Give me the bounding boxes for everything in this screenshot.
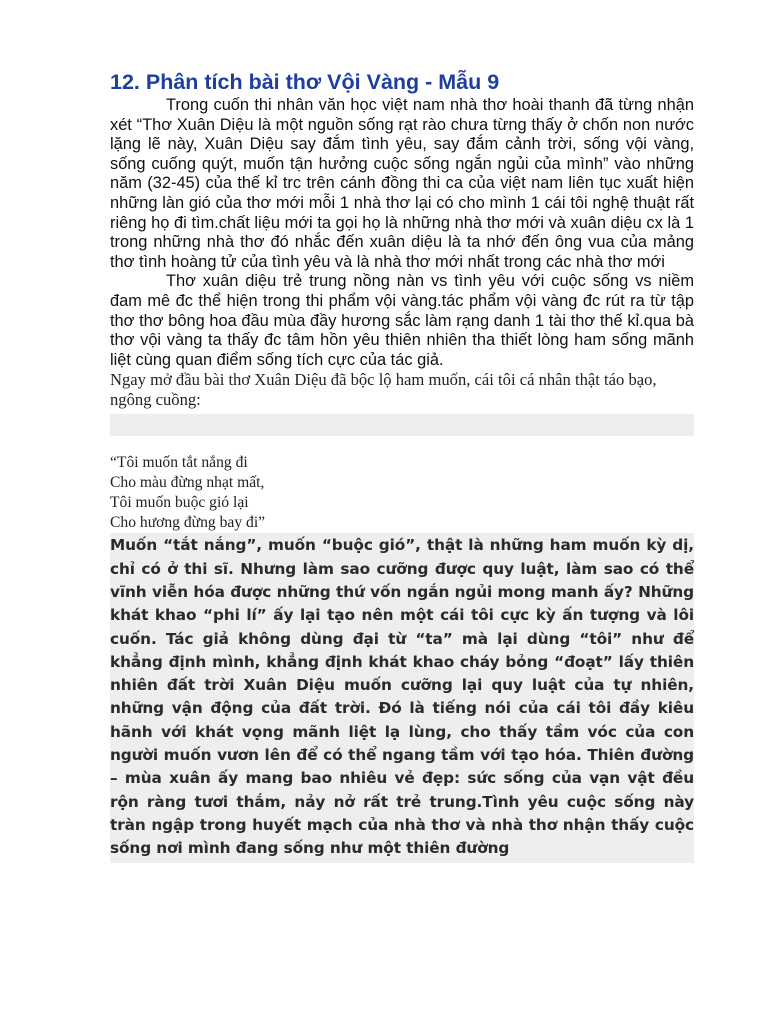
paragraph-theme: Thơ xuân diệu trẻ trung nồng nàn vs tình yêu với cuộc sống vs niềm đam mê đc thể hiện trong thi phẩm vội vàng.tác phẩm vội vàng đc rút ra từ tập thơ thơ bông hoa đầu mùa đầy hương sắc làm rạng danh 1 tài thơ thế kỉ.qua bà thơ vội vàng ta thấy đc tâm hồn yêu thiên nhiên tha thiết lòng ham sống mãnh liệt cùng quan điểm sống tích cực của tác giả.: [110, 272, 694, 369]
paragraph-intro: Trong cuốn thi nhân văn học việt nam nhà thơ hoài thanh đã từng nhận xét “Thơ Xuân Diệu là một nguồn sống rạt rào chưa từng thấy ở chốn non nước lặng lẽ này, Xuân Diệu say đắm tình yêu, say đắm cảnh trời, sống vội vàng, sống cuống quýt, muốn tận hưởng cuộc sống ngắn ngủi của mình” vào những năm (32-45) của thế kỉ trc trên cánh đồng thi ca của việt nam liên tục xuất hiện những làn gió của thơ mới mỗi 1 nhà thơ lại có cho mình 1 cái tôi nghệ thuật rất riêng họ đi tìm.chất liệu mới ta gọi họ là những nhà thơ mới và xuân diệu cx là 1 trong những nhà thơ đó nhắc đến xuân diệu là ta nhớ đến ông vua của mảng thơ tình hoàng tử của tình yêu và là nhà thơ mới nhất trong các nhà thơ mới: [110, 96, 694, 271]
poem-line: Cho màu đừng nhạt mất,: [110, 474, 265, 492]
document-page: [110, 68, 694, 863]
highlight-bar: [110, 414, 694, 436]
paragraph-analysis: Muốn “tắt nắng”, muốn “buộc gió”, thật là những ham muốn kỳ dị, chỉ có ở thi sĩ. Nhưng làm sao cưỡng được quy luật, làm sao có thể vĩnh viễn hóa được những thứ vốn ngắn ngủi mong manh ấy? Những khát khao “phi lí” ấy lại tạo nên một cái tôi cực kỳ ấn tượng và lôi cuốn. Tác giả không dùng đại từ “ta” mà lại dùng “tôi” như để khẳng định mình, khẳng định khát khao cháy bỏng “đoạt” lấy thiên nhiên đất trời Xuân Diệu muốn cưỡng lại quy luật của tự nhiên, những vận động của đất trời. Đó là tiếng nói của cái tôi đầy kiêu hãnh với khát vọng mãnh liệt lạ lùng, cho thấy tầm vóc của con người muốn vươn lên để có thể ngang tầm với tạo hóa. Thiên đường – mùa xuân ấy mang bao nhiêu vẻ đẹp: sức sống của vạn vật đều rộn ràng tươi thắm, nảy nở rất trẻ trung.Tình yêu cuộc sống này tràn ngập trong huyết mạch của nhà thơ và nhà thơ nhận thấy cuộc sống nơi mình đang sống như một thiên đường: [110, 533, 694, 863]
paragraph-lead-in: Ngay mở đầu bài thơ Xuân Diệu đã bộc lộ ham muốn, cái tôi cá nhân thật táo bạo, ngông cuồng:: [110, 370, 657, 410]
poem-quote: [110, 436, 694, 533]
poem-line: Cho hương đừng bay đi”: [110, 514, 266, 532]
page-title: 12. Phân tích bài thơ Vội Vàng - Mẫu 9: [110, 70, 500, 94]
poem-line: “Tôi muốn tắt nắng đi: [110, 454, 248, 472]
poem-line: Tôi muốn buộc gió lại: [110, 494, 249, 512]
